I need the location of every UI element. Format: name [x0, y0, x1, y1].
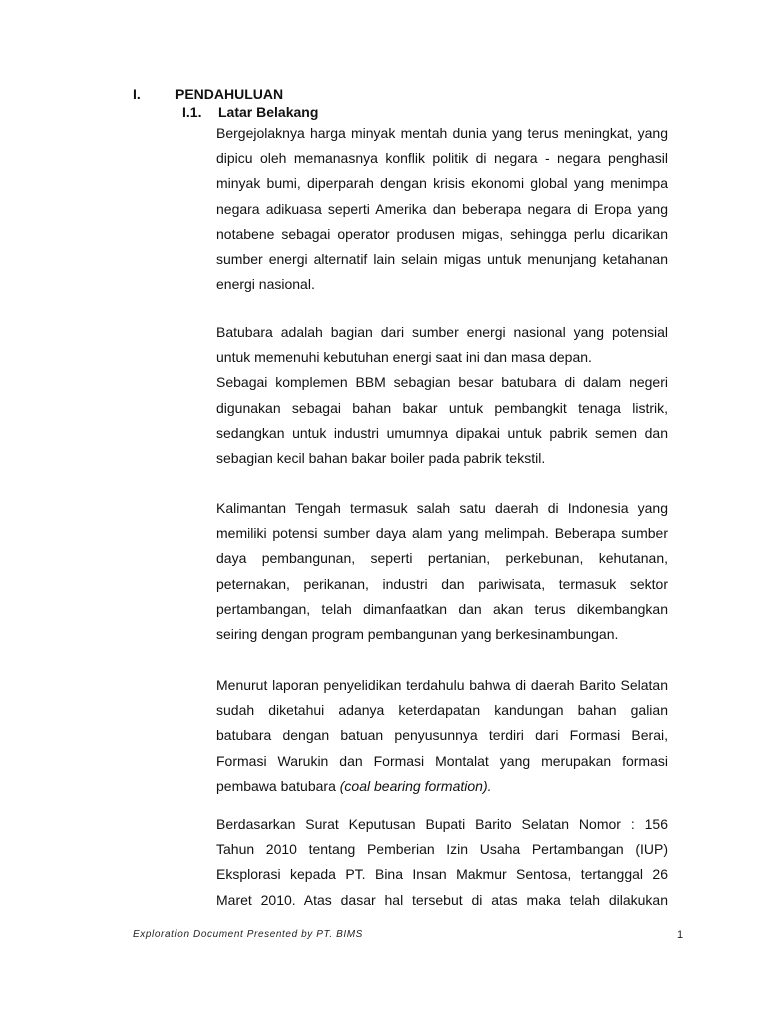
subsection-title: Latar Belakang [218, 104, 319, 120]
text-line [216, 774, 668, 799]
text-line: Berdasarkan Surat Keputusan Bupati Barito Selatan Nomor : 156 [216, 816, 668, 832]
text-line: Kalimantan Tengah termasuk salah satu daerah di Indonesia yang [216, 500, 668, 516]
italic-term: (coal bearing formation). [339, 777, 492, 794]
text-line: negara adikuasa seperti Amerika dan beberapa negara di Eropa yang [216, 200, 668, 217]
page-number: 1 [677, 929, 684, 941]
text-line: sebagian kecil bahan bakar boiler pada pabrik tekstil. [216, 450, 546, 467]
paragraph-5 [216, 812, 668, 913]
text-line: untuk memenuhi kebutuhan energi saat ini dan masa depan. [216, 349, 592, 366]
subsection-number: I.1. [182, 104, 202, 120]
text-line: sudah diketahui adanya keterdapatan kandungan bahan galian [216, 702, 668, 719]
text-line: Tahun 2010 tentang Pemberian Izin Usaha Pertambangan (IUP) [216, 841, 668, 858]
text-line: Maret 2010. Atas dasar hal tersebut di atas maka telah dilakukan [216, 891, 668, 908]
paragraph-1 [216, 121, 668, 297]
text-line: sedangkan untuk industri umumnya dipakai untuk pabrik semen dan [216, 424, 668, 441]
paragraph-3 [216, 496, 668, 647]
text-line: Bergejolaknya harga minyak mentah dunia yang terus meningkat, yang [216, 125, 668, 141]
paragraph-4 [216, 673, 668, 799]
text-line: peternakan, perikanan, industri dan pariwisata, termasuk sektor [216, 575, 668, 592]
text-line: Eksplorasi kepada PT. Bina Insan Makmur Sentosa, tertanggal 26 [216, 866, 668, 883]
footer-document-label: Exploration Document Presented by PT. BIMS [133, 929, 363, 940]
paragraph-2 [216, 320, 668, 471]
text-line: sumber energi alternatif lain selain migas untuk menunjang ketahanan [216, 251, 668, 268]
text-line: batubara dengan batuan penyusunnya terdiri dari Formasi Berai, [216, 727, 668, 744]
text-line: seiring dengan program pembangunan yang berkesinambungan. [216, 626, 619, 643]
section-number: I. [133, 86, 141, 102]
text-line: Sebagai komplemen BBM sebagian besar batubara di dalam negeri [216, 374, 668, 391]
text-line: Formasi Warukin dan Formasi Montalat yang merupakan formasi [216, 752, 668, 769]
text-line: dipicu oleh memanasnya konflik politik di negara - negara penghasil [216, 150, 668, 167]
text-line: Menurut laporan penyelidikan terdahulu bahwa di daerah Barito Selatan [216, 677, 668, 693]
text-line: energi nasional. [216, 276, 315, 293]
text-line: minyak bumi, diperparah dengan krisis ekonomi global yang menimpa [216, 175, 668, 192]
section-title: PENDAHULUAN [175, 86, 284, 102]
text-line: Batubara adalah bagian dari sumber energi nasional yang potensial [216, 324, 668, 340]
text-line: daya pembangunan, seperti pertanian, perkebunan, kehutanan, [216, 550, 668, 567]
text-line: notabene sebagai operator produsen migas, sehingga perlu dicarikan [216, 225, 668, 242]
text-line-prefix: pembawa batubara [216, 777, 340, 794]
text-line: pertambangan, telah dimanfaatkan dan akan terus dikembangkan [216, 600, 668, 617]
text-line: memiliki potensi sumber daya alam yang melimpah. Beberapa sumber [216, 525, 668, 542]
text-line: digunakan sebagai bahan bakar untuk pembangkit tenaga listrik, [216, 399, 668, 416]
